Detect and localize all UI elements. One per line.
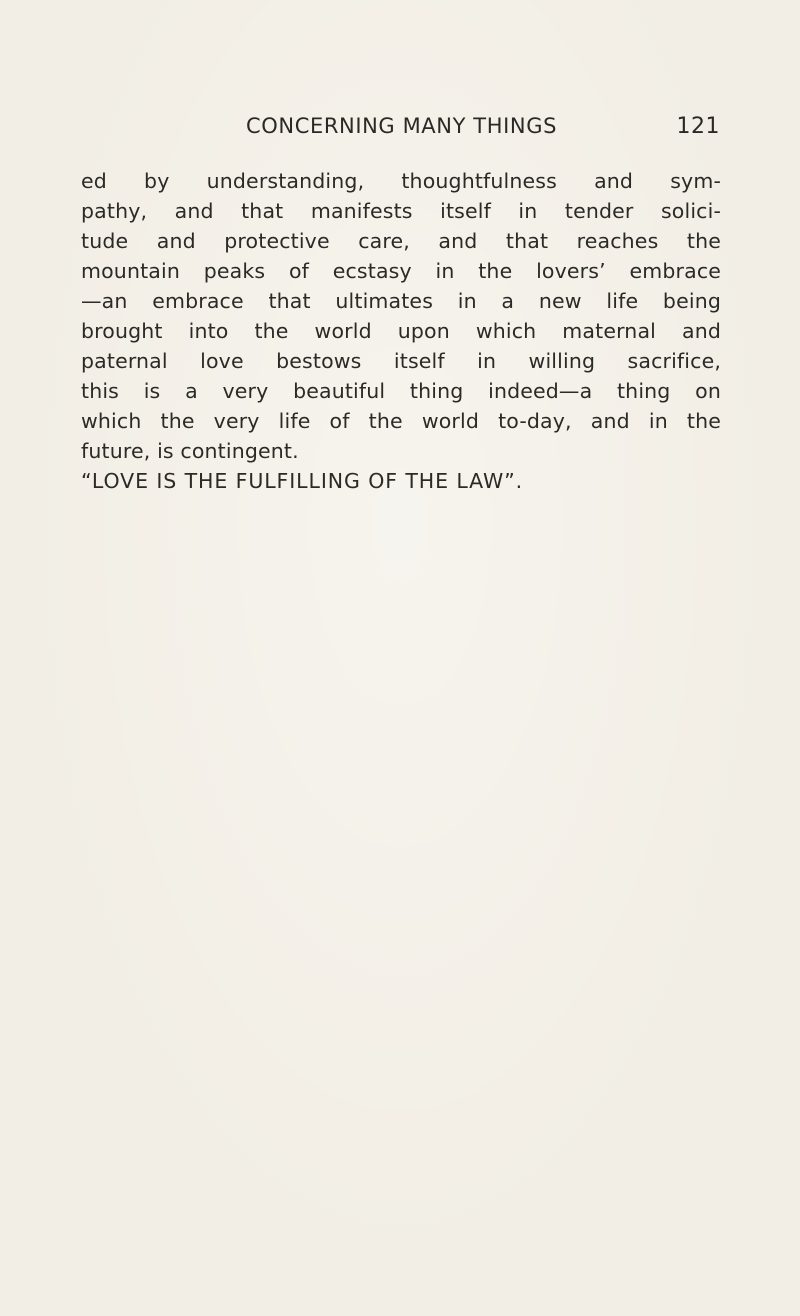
running-head-title: CONCERNING MANY THINGS — [246, 114, 558, 138]
text-line: tude and protective care, and that reaches the — [81, 229, 721, 253]
text-line: pathy, and that manifests itself in tender solici- — [81, 199, 721, 223]
text-line: ed by understanding, thoughtfulness and sym- — [81, 169, 721, 193]
text-line: paternal love bestows itself in willing sacrifice, — [81, 349, 721, 373]
closing-quote-line: “LOVE IS THE FULFILLING OF THE LAW”. — [81, 469, 524, 493]
body-text — [81, 166, 721, 496]
text-line: —an embrace that ultimates in a new life being — [81, 289, 721, 313]
text-line: future, is contingent. — [81, 439, 299, 463]
text-line: this is a very beautiful thing indeed—a thing on — [81, 379, 721, 403]
text-line: brought into the world upon which maternal and — [81, 319, 721, 343]
text-line: which the very life of the world to-day, and in the — [81, 409, 721, 433]
text-line: mountain peaks of ecstasy in the lovers’ embrace — [81, 259, 721, 283]
page-number: 121 — [676, 114, 720, 139]
running-head — [0, 114, 800, 144]
